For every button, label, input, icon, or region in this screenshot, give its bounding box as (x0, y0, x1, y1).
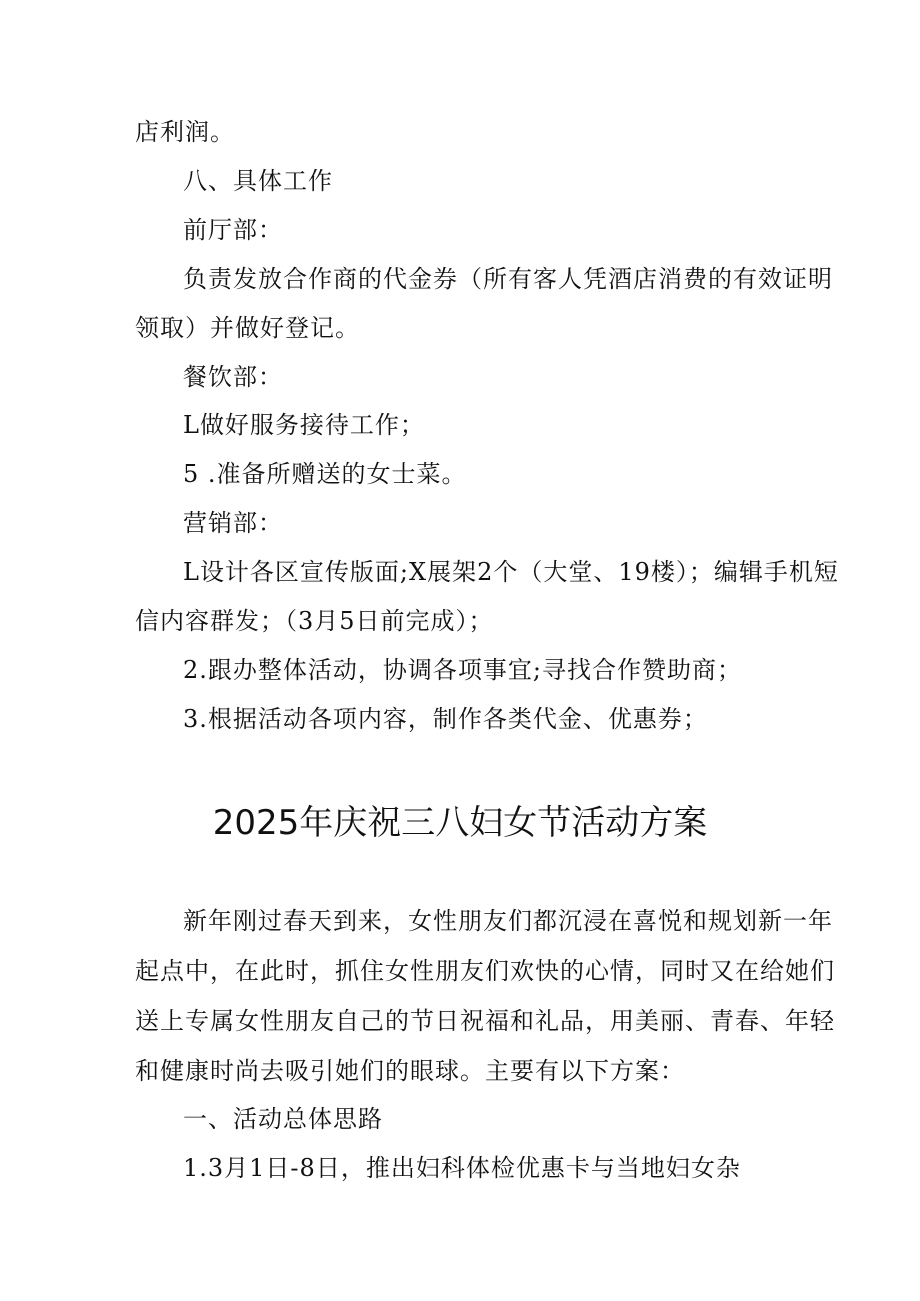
paragraph-line: 和健康时尚去吸引她们的眼球。主要有以下方案： (135, 1057, 685, 1085)
section-heading: 八、具体工作 (183, 167, 333, 195)
list-item: 2.跟办整体活动，协调各项事宜;寻找合作赞助商； (183, 656, 742, 684)
document-title: 2025年庆祝三八妇女节活动方案 (212, 803, 708, 843)
list-item: 1.3月1日-8日，推出妇科体检优惠卡与当地妇女杂 (183, 1154, 741, 1182)
paragraph-line: 负责发放合作商的代金券（所有客人凭酒店消费的有效证明 (183, 265, 833, 293)
department-label: 营销部： (183, 509, 283, 537)
section-heading: 一、活动总体思路 (183, 1105, 383, 1133)
paragraph-line: 起点中，在此时，抓住女性朋友们欢快的心情，同时又在给她们 (135, 957, 835, 985)
paragraph-line: 领取）并做好登记。 (135, 314, 360, 342)
list-item: L设计各区宣传版面;X展架2个（大堂、19楼）；编辑手机短 (183, 558, 839, 586)
department-label: 前厅部： (183, 216, 283, 244)
paragraph-line: 送上专属女性朋友自己的节日祝福和礼品，用美丽、青春、年轻 (135, 1007, 835, 1035)
list-item: 5 .准备所赠送的女士菜。 (183, 460, 467, 488)
department-label: 餐饮部： (183, 363, 283, 391)
list-item-continuation: 信内容群发；（3月5日前完成）； (135, 607, 494, 635)
paragraph-line: 店利润。 (135, 118, 235, 146)
paragraph-line: 新年刚过春天到来，女性朋友们都沉浸在喜悦和规划新一年 (183, 907, 833, 935)
list-item: 3.根据活动各项内容，制作各类代金、优惠券； (183, 705, 708, 733)
list-item: L做好服务接待工作； (183, 411, 425, 439)
